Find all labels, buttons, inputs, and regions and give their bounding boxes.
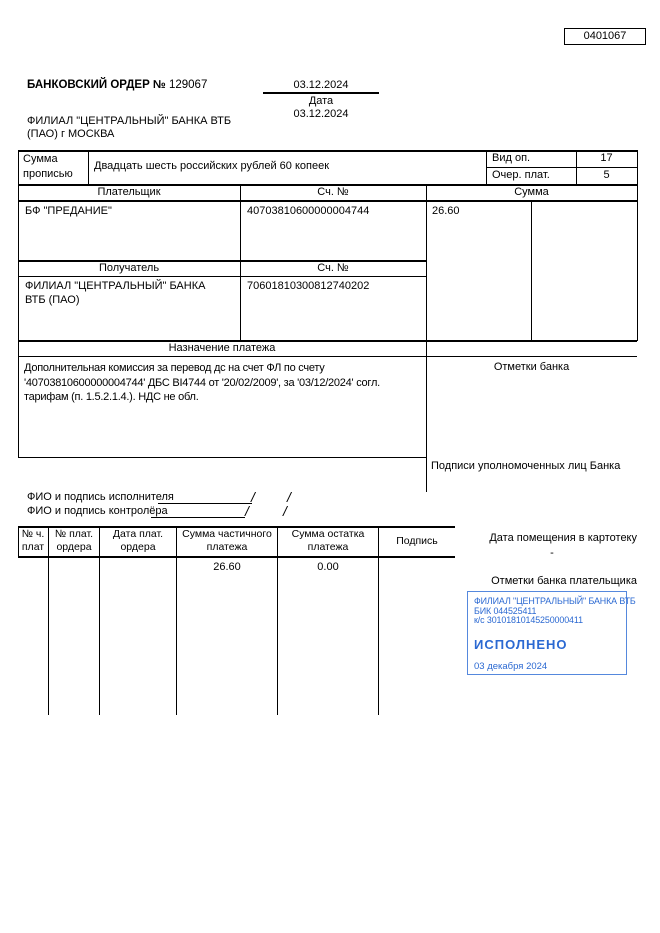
- divider-line: [48, 526, 49, 715]
- divider-line: [426, 184, 427, 492]
- purpose-text: Дополнительная комиссия за перевод дс на счет ФЛ по счету '40703810600000004744' ДБС BI4744 от '20/02/2009', за '03/12/2024' согл. тарифам (п. 1.5.2.1.4.). НДС не обл.: [24, 362, 380, 403]
- payer-sum: 26.60: [432, 205, 460, 217]
- payer-account-header: Сч. №: [317, 186, 349, 198]
- executor-slash-2: /: [287, 489, 291, 505]
- sum-header: Сумма: [514, 186, 549, 198]
- partial-sum-value: 26.60: [213, 561, 241, 573]
- executor-signature-label: ФИО и подпись исполнителя: [27, 491, 174, 503]
- controller-signature-label: ФИО и подпись контролёра: [27, 505, 168, 517]
- divider-line: [486, 150, 487, 184]
- divider-line: [531, 200, 532, 340]
- divider-line: [18, 150, 637, 152]
- payer-account: 40703810600000004744: [247, 205, 370, 217]
- divider-line: [18, 200, 637, 202]
- column-header-partial-sum: Сумма частичного платежа: [182, 528, 272, 553]
- stamp-date: 03 декабря 2024: [474, 660, 548, 672]
- priority-label: Очер. плат.: [492, 169, 550, 181]
- form-code-box: [564, 28, 646, 45]
- card-index-date-label: Дата помещения в картотеку: [489, 532, 637, 544]
- divider-line: [18, 356, 637, 357]
- bank-name: ФИЛИАЛ "ЦЕНТРАЛЬНЫЙ" БАНКА ВТБ (ПАО) г МОСКВА: [27, 115, 232, 140]
- authorized-signatures-label: Подписи уполномоченных лиц Банка: [431, 460, 621, 472]
- column-header-order-number: № плат. ордера: [54, 528, 94, 553]
- remainder-sum-value: 0.00: [317, 561, 339, 573]
- executor-signature-line: [158, 503, 252, 504]
- bank-marks-label: Отметки банка: [493, 361, 570, 373]
- form-code: 0401067: [583, 30, 627, 42]
- recipient-header: Получатель: [98, 262, 160, 274]
- column-header-signature: Подпись: [396, 534, 438, 547]
- card-index-date-value: -: [550, 547, 554, 559]
- column-header-order-date: Дата плат. ордера: [112, 528, 164, 553]
- controller-slash-1: /: [245, 503, 249, 519]
- controller-slash-2: /: [283, 503, 287, 519]
- priority-value: 5: [603, 169, 610, 181]
- recipient-account: 70601810300812740202: [247, 280, 370, 292]
- bank-execution-stamp: [467, 591, 636, 675]
- divider-line: [176, 526, 177, 715]
- stamp-bank-name: ФИЛИАЛ "ЦЕНТРАЛЬНЫЙ" БАНКА ВТБ: [474, 596, 636, 606]
- divider-line: [277, 526, 278, 715]
- payer-bank-marks-label: Отметки банка плательщика: [491, 575, 637, 587]
- date-value-2: 03.12.2024: [293, 108, 349, 120]
- stamp-corr-account: к/с 30101810145250000411: [474, 615, 583, 626]
- divider-line: [18, 556, 455, 558]
- date-label: Дата: [308, 95, 334, 107]
- payer-name: БФ "ПРЕДАНИЕ": [25, 205, 112, 217]
- stamp-bik: БИК 044525411: [474, 605, 537, 616]
- recipient-name: ФИЛИАЛ "ЦЕНТРАЛЬНЫЙ" БАНКА ВТБ (ПАО): [25, 280, 206, 306]
- op-type-label: Вид оп.: [492, 152, 531, 164]
- column-header-remainder-sum: Сумма остатка платежа: [291, 528, 365, 553]
- purpose-header: Назначение платежа: [168, 342, 276, 354]
- date-value: 03.12.2024: [293, 79, 349, 91]
- divider-line: [378, 526, 379, 715]
- payer-header: Плательщик: [97, 186, 161, 198]
- divider-line: [99, 526, 100, 715]
- divider-line: [637, 150, 638, 341]
- divider-line: [88, 150, 89, 184]
- divider-line: [486, 167, 637, 168]
- divider-line: [18, 276, 426, 277]
- amount-in-words-label: Сумма прописью: [23, 153, 73, 180]
- order-number: 129067: [168, 79, 208, 91]
- op-type-value: 17: [600, 152, 613, 164]
- column-header-partial-number: № ч. плат: [21, 528, 45, 553]
- controller-signature-line: [151, 517, 245, 518]
- title-label: БАНКОВСКИЙ ОРДЕР №: [27, 79, 166, 91]
- recipient-account-header: Сч. №: [317, 262, 349, 274]
- stamp-status: ИСПОЛНЕНО: [474, 636, 568, 652]
- page-title: [27, 79, 207, 92]
- date-underline: [263, 92, 379, 94]
- divider-line: [18, 457, 426, 458]
- executor-slash-1: /: [251, 489, 255, 505]
- amount-in-words: Двадцать шесть российских рублей 60 копеек: [94, 160, 330, 172]
